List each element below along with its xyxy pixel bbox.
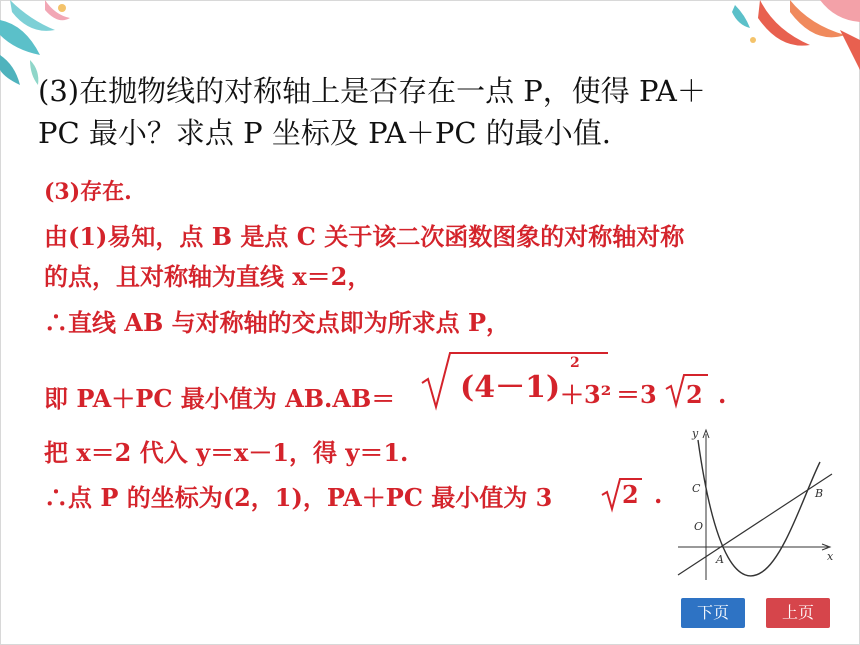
sqrt-2-result: [600, 473, 670, 513]
origin-label: O: [694, 520, 704, 533]
expr-radicand-2: 2: [686, 380, 703, 409]
question-text: [38, 70, 828, 154]
answer-line-6: 把 x＝2 代入 y＝x－1，得 y＝1.: [44, 438, 409, 467]
expr-equals-3: ＝3: [616, 380, 657, 409]
question-line-1: (3)在抛物线的对称轴上是否存在一点 P，使得 PA＋: [38, 74, 706, 108]
answer-line-2: 由(1)易知，点 B 是点 C 关于该二次函数图象的对称轴对称: [44, 222, 685, 251]
point-a-label: A: [716, 553, 724, 566]
point-c-label: C: [692, 482, 701, 495]
answer-line-4: ∴直线 AB 与对称轴的交点即为所求点 P，: [44, 308, 511, 337]
parabola-line-graph: [670, 422, 845, 587]
point-b-label: B: [815, 487, 824, 500]
floral-decoration-right: [720, 0, 860, 75]
y-axis-label: y: [692, 427, 699, 440]
next-page-button[interactable]: 下页: [681, 598, 745, 628]
question-line-2: PC 最小？求点 P 坐标及 PA＋PC 的最小值.: [38, 116, 612, 150]
answer-line-3: 的点，且对称轴为直线 x＝2，: [44, 262, 372, 291]
answer-line-7-prefix: ∴点 P 的坐标为(2，1)，PA＋PC 最小值为 3: [44, 483, 553, 512]
expr-exponent: 2: [570, 355, 580, 371]
radicand-2: 2: [622, 480, 639, 509]
x-axis-label: x: [827, 550, 834, 563]
expr-4-minus-1: (4－1): [460, 370, 561, 405]
answer-line-5-prefix: 即 PA＋PC 最小值为 AB.AB＝: [44, 384, 396, 413]
expr-plus-3sq: ＋3²: [560, 380, 612, 409]
prev-page-button[interactable]: 上页: [766, 598, 830, 628]
distance-formula: [420, 345, 740, 415]
answer-line-1: (3)存在.: [44, 179, 132, 205]
result-period: .: [654, 480, 663, 509]
expr-period: .: [718, 380, 727, 409]
